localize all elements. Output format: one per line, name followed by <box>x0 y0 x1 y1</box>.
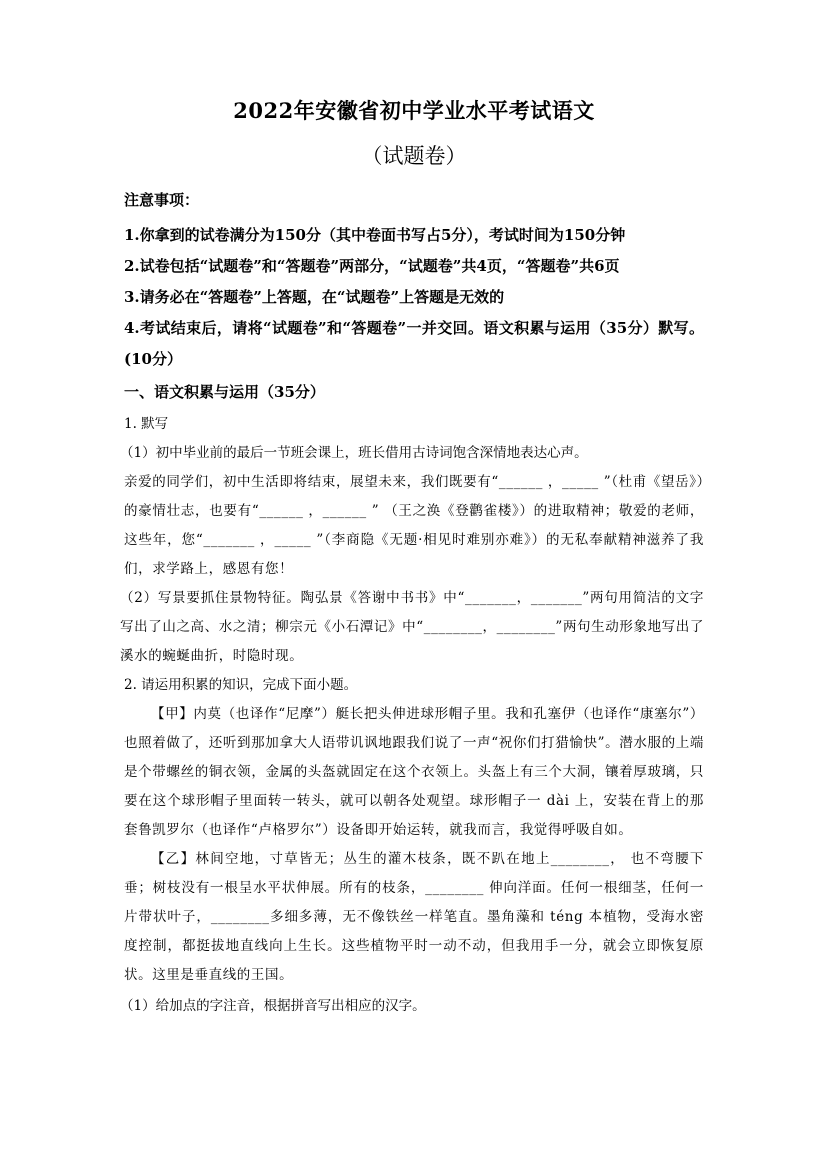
exam-page <box>120 95 704 1021</box>
page-title: 2022年安徽省初中学业水平考试语文 <box>233 98 595 123</box>
passage-jia: 【甲】内莫（也译作“尼摩”）艇长把头伸进球形帽子里。我和孔塞伊（也译作“康塞尔”）也照着做了，还听到那加拿大人语带讥讽地跟我们说了一声“祝你们打猎愉快”。潜水服的上端是个带螺丝的铜衣领，金属的头盔就固定在这个衣领上。头盔上有三个大洞，镶着厚玻璃，只要在这个球形帽子里面转一转头，就可以朝各处观望。球形帽子一 dài 上，安装在背上的那套鲁凯罗尔（也译作“卢格罗尔”）设备即开始运转，就我而言，我觉得呼吸自如。 <box>124 706 704 838</box>
question-1-label: 1. 默写 <box>124 416 169 432</box>
section-heading: 一、语文积累与运用（35分） <box>124 383 325 401</box>
section-1 <box>120 377 704 1021</box>
question-1-part2-text: （2）写景要抓住景物特征。陶弘景《答谢中书书》中“_______，_______”两句用简洁的文字写出了山之高、水之清；柳宗元《小石潭记》中“________，________”两句生动形象地写出了溪水的蜿蜒曲折，时隐时现。 <box>120 590 704 664</box>
question-1-part1-text: 亲爱的同学们，初中生活即将结束，展望未来，我们既要有“______ ，_____ ”（杜甫《望岳》）的豪情壮志，也要有“______ ，______ ” （王之涣《登鹳雀楼》）的进取精神；敬爱的老师，这些年，您“_______ ，_____ ”（李商隐《无题·相见时难别亦难》）的无私奉献精神滋养了我们，求学路上，感恩有您！ <box>124 474 704 577</box>
page-subtitle: （试题卷） <box>361 144 467 168</box>
notice-item-1: 1.你拿到的试卷满分为150分（其中卷面书写占5分），考试时间为150分钟 <box>124 226 626 244</box>
notice-item-4: 4.考试结束后，请将“试题卷”和“答题卷”一并交回。语文积累与运用（35分）默写。(10分） <box>124 319 704 368</box>
question-1-part1-intro: （1）初中毕业前的最后一节班会课上，班长借用古诗词饱含深情地表达心声。 <box>120 445 588 461</box>
question-2-label: 2. 请运用积累的知识，完成下面小题。 <box>124 677 358 693</box>
notice-item-2: 2.试卷包括“试题卷”和“答题卷”两部分，“试题卷”共4页，“答题卷”共6页 <box>124 257 620 275</box>
question-2-sub1: （1）给加点的字注音，根据拼音写出相应的汉字。 <box>120 998 426 1014</box>
notice-heading: 注意事项： <box>124 191 200 209</box>
passage-yi: 【乙】林间空地，寸草皆无；丛生的灌木枝条，既不趴在地上________， 也不弯腰下垂；树枝没有一根呈水平状伸展。所有的枝条，________ 伸向洋面。任何一根细茎，任何一片带状叶子，________多细多薄，无不像铁丝一样笔直。墨角藻和 téng 本植物，受海水密度控制，都挺拔地直线向上生长。这些植物平时一动不动，但我用手一分，就会立即恢复原状。这里是垂直线的王国。 <box>124 851 704 983</box>
notice-section <box>124 188 704 375</box>
notice-item-3: 3.请务必在“答题卷”上答题，在“试题卷”上答题是无效的 <box>124 288 505 306</box>
